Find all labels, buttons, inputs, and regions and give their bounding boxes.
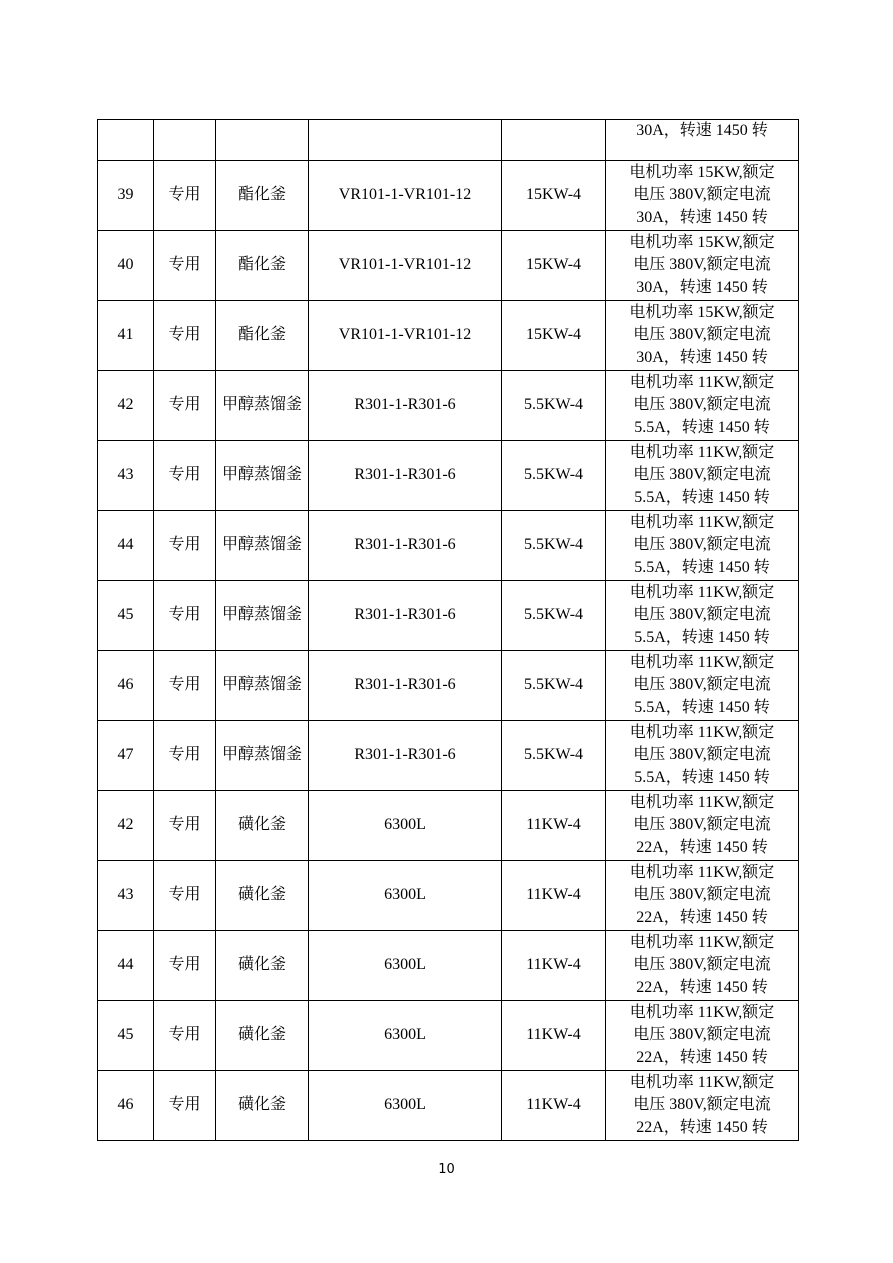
cell-model: R301-1-R301-6 xyxy=(309,721,502,791)
cell-power: 5.5KW-4 xyxy=(502,441,606,511)
spec-line: 电压 380V,额定电流 xyxy=(633,886,771,904)
cell-no: 40 xyxy=(98,231,154,301)
spec-line: 电压 380V,额定电流 xyxy=(633,256,771,274)
cell-no: 43 xyxy=(98,861,154,931)
spec-line: 5.5A，转速 1450 转 xyxy=(634,768,770,786)
spec-line: 电压 380V,额定电流 xyxy=(633,606,771,624)
equipment-table xyxy=(97,119,799,1141)
cell-spec xyxy=(606,861,799,931)
spec-line: 电压 380V,额定电流 xyxy=(633,326,771,344)
cell-spec xyxy=(606,1071,799,1141)
spec-line: 30A，转速 1450 转 xyxy=(636,348,768,366)
cell-no: 44 xyxy=(98,931,154,1001)
table-row xyxy=(98,1001,799,1071)
cell-type: 专用 xyxy=(154,931,216,1001)
cell-name: 甲醇蒸馏釜 xyxy=(216,371,309,441)
spec-line: 电压 380V,额定电流 xyxy=(633,816,771,834)
cell-spec xyxy=(606,371,799,441)
cell-type: 专用 xyxy=(154,231,216,301)
cell-spec xyxy=(606,161,799,231)
cell-type: 专用 xyxy=(154,581,216,651)
spec-line: 电机功率 11KW,额定 xyxy=(629,723,775,741)
cell-spec xyxy=(606,441,799,511)
spec-line: 电压 380V,额定电流 xyxy=(633,1096,771,1114)
cell-name: 酯化釜 xyxy=(216,231,309,301)
cell-no: 39 xyxy=(98,161,154,231)
spec-line: 电机功率 11KW,额定 xyxy=(629,1073,775,1091)
cell-power: 5.5KW-4 xyxy=(502,511,606,581)
equipment-table-body xyxy=(98,120,799,1141)
cell-name: 磺化釜 xyxy=(216,861,309,931)
spec-line: 电压 380V,额定电流 xyxy=(633,396,771,414)
cell-no: 45 xyxy=(98,1001,154,1071)
spec-line: 电机功率 15KW,额定 xyxy=(629,233,775,251)
table-row xyxy=(98,581,799,651)
cell-name: 甲醇蒸馏釜 xyxy=(216,721,309,791)
cell-spec xyxy=(606,1001,799,1071)
table-row xyxy=(98,511,799,581)
spec-line: 电机功率 15KW,额定 xyxy=(629,163,775,181)
spec-line: 电机功率 11KW,额定 xyxy=(629,933,775,951)
cell-type: 专用 xyxy=(154,651,216,721)
cell-spec xyxy=(606,511,799,581)
table-row xyxy=(98,301,799,371)
table-row-continued xyxy=(98,120,799,161)
cell-power: 11KW-4 xyxy=(502,861,606,931)
cell-name: 磺化釜 xyxy=(216,791,309,861)
cell-type xyxy=(154,120,216,161)
cell-model: 6300L xyxy=(309,791,502,861)
spec-line: 5.5A，转速 1450 转 xyxy=(634,418,770,436)
spec-line: 5.5A，转速 1450 转 xyxy=(634,558,770,576)
cell-model: VR101-1-VR101-12 xyxy=(309,161,502,231)
spec-line: 电压 380V,额定电流 xyxy=(633,466,771,484)
cell-spec xyxy=(606,120,799,161)
cell-power: 11KW-4 xyxy=(502,1001,606,1071)
spec-line: 5.5A，转速 1450 转 xyxy=(634,698,770,716)
cell-name: 酯化釜 xyxy=(216,301,309,371)
cell-no: 44 xyxy=(98,511,154,581)
cell-model: 6300L xyxy=(309,1071,502,1141)
cell-power: 5.5KW-4 xyxy=(502,721,606,791)
table-row xyxy=(98,931,799,1001)
table-row xyxy=(98,1071,799,1141)
cell-model: R301-1-R301-6 xyxy=(309,371,502,441)
spec-line: 22A，转速 1450 转 xyxy=(636,978,768,996)
cell-name: 甲醇蒸馏釜 xyxy=(216,511,309,581)
spec-line: 电机功率 11KW,额定 xyxy=(629,373,775,391)
cell-type: 专用 xyxy=(154,371,216,441)
cell-name xyxy=(216,120,309,161)
cell-model: R301-1-R301-6 xyxy=(309,651,502,721)
cell-name: 甲醇蒸馏釜 xyxy=(216,651,309,721)
cell-type: 专用 xyxy=(154,791,216,861)
spec-line: 电机功率 11KW,额定 xyxy=(629,583,775,601)
cell-power: 11KW-4 xyxy=(502,1071,606,1141)
cell-type: 专用 xyxy=(154,511,216,581)
cell-model: R301-1-R301-6 xyxy=(309,581,502,651)
spec-line: 30A，转速 1450 转 xyxy=(636,278,768,296)
spec-line: 电机功率 11KW,额定 xyxy=(629,793,775,811)
cell-no: 42 xyxy=(98,791,154,861)
cell-spec xyxy=(606,721,799,791)
cell-power: 11KW-4 xyxy=(502,931,606,1001)
cell-power: 5.5KW-4 xyxy=(502,651,606,721)
spec-line: 22A，转速 1450 转 xyxy=(636,838,768,856)
cell-power: 15KW-4 xyxy=(502,161,606,231)
cell-no: 42 xyxy=(98,371,154,441)
spec-line: 5.5A，转速 1450 转 xyxy=(634,628,770,646)
table-row xyxy=(98,861,799,931)
cell-type: 专用 xyxy=(154,1071,216,1141)
cell-type: 专用 xyxy=(154,161,216,231)
spec-line: 22A，转速 1450 转 xyxy=(636,1048,768,1066)
cell-type: 专用 xyxy=(154,721,216,791)
cell-power: 5.5KW-4 xyxy=(502,581,606,651)
cell-spec xyxy=(606,231,799,301)
spec-line: 30A，转速 1450 转 xyxy=(636,122,768,139)
spec-line: 电压 380V,额定电流 xyxy=(633,956,771,974)
cell-no: 47 xyxy=(98,721,154,791)
spec-line: 电压 380V,额定电流 xyxy=(633,536,771,554)
cell-type: 专用 xyxy=(154,441,216,511)
cell-spec xyxy=(606,581,799,651)
cell-spec xyxy=(606,301,799,371)
cell-type: 专用 xyxy=(154,861,216,931)
cell-model: VR101-1-VR101-12 xyxy=(309,231,502,301)
table-row xyxy=(98,371,799,441)
table-row xyxy=(98,721,799,791)
cell-model xyxy=(309,120,502,161)
spec-line: 22A，转速 1450 转 xyxy=(636,1118,768,1136)
table-row xyxy=(98,651,799,721)
table-row xyxy=(98,441,799,511)
cell-name: 酯化釜 xyxy=(216,161,309,231)
cell-model: VR101-1-VR101-12 xyxy=(309,301,502,371)
cell-power: 15KW-4 xyxy=(502,301,606,371)
spec-line: 电压 380V,额定电流 xyxy=(633,1026,771,1044)
table-row xyxy=(98,161,799,231)
cell-spec xyxy=(606,791,799,861)
cell-power xyxy=(502,120,606,161)
spec-line: 电机功率 11KW,额定 xyxy=(629,863,775,881)
cell-model: 6300L xyxy=(309,861,502,931)
table-row xyxy=(98,791,799,861)
cell-name: 甲醇蒸馏釜 xyxy=(216,441,309,511)
cell-no: 45 xyxy=(98,581,154,651)
cell-power: 11KW-4 xyxy=(502,791,606,861)
cell-model: R301-1-R301-6 xyxy=(309,441,502,511)
spec-line: 电机功率 11KW,额定 xyxy=(629,513,775,531)
spec-line: 30A，转速 1450 转 xyxy=(636,208,768,226)
cell-name: 磺化釜 xyxy=(216,1001,309,1071)
spec-line: 电机功率 11KW,额定 xyxy=(629,443,775,461)
spec-line: 5.5A，转速 1450 转 xyxy=(634,488,770,506)
cell-name: 磺化釜 xyxy=(216,931,309,1001)
cell-type: 专用 xyxy=(154,1001,216,1071)
cell-spec xyxy=(606,931,799,1001)
spec-line: 电机功率 15KW,额定 xyxy=(629,303,775,321)
cell-spec xyxy=(606,651,799,721)
cell-no: 43 xyxy=(98,441,154,511)
spec-line: 电压 380V,额定电流 xyxy=(633,186,771,204)
table-row xyxy=(98,231,799,301)
cell-model: 6300L xyxy=(309,1001,502,1071)
spec-line: 电机功率 11KW,额定 xyxy=(629,1003,775,1021)
cell-power: 5.5KW-4 xyxy=(502,371,606,441)
spec-line: 电压 380V,额定电流 xyxy=(633,676,771,694)
spec-line: 电机功率 11KW,额定 xyxy=(629,653,775,671)
spec-line: 电压 380V,额定电流 xyxy=(633,746,771,764)
spec-line: 22A，转速 1450 转 xyxy=(636,908,768,926)
cell-no xyxy=(98,120,154,161)
cell-no: 46 xyxy=(98,1071,154,1141)
cell-power: 15KW-4 xyxy=(502,231,606,301)
page-number: 10 xyxy=(438,1162,455,1177)
cell-type: 专用 xyxy=(154,301,216,371)
cell-no: 41 xyxy=(98,301,154,371)
cell-model: 6300L xyxy=(309,931,502,1001)
cell-name: 磺化釜 xyxy=(216,1071,309,1141)
cell-name: 甲醇蒸馏釜 xyxy=(216,581,309,651)
cell-no: 46 xyxy=(98,651,154,721)
cell-model: R301-1-R301-6 xyxy=(309,511,502,581)
